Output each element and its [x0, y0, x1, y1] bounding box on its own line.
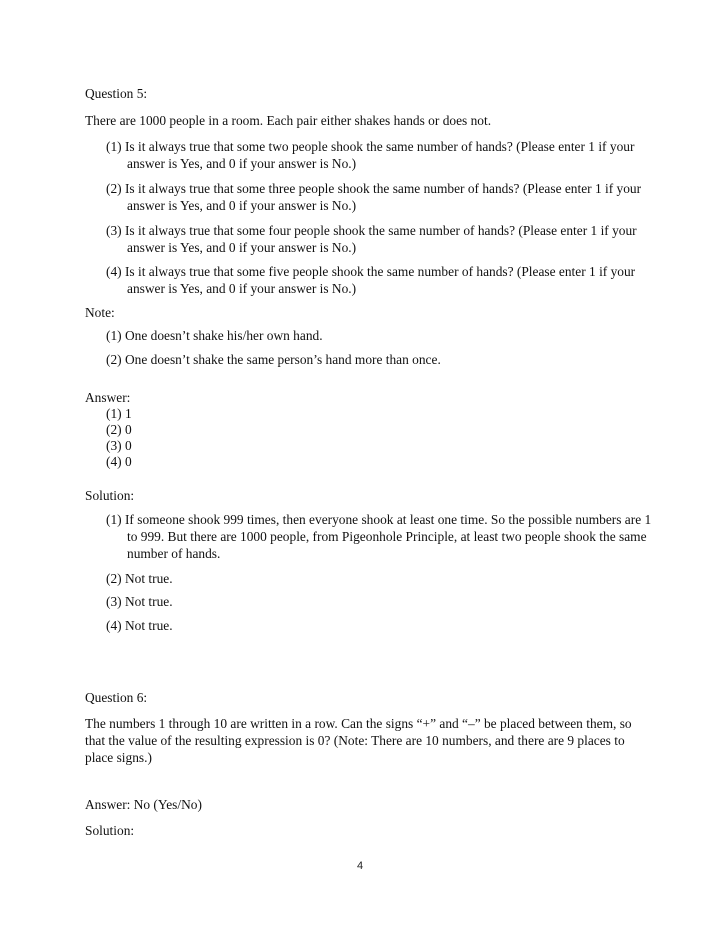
question-5-part-4: (4) Is it always true that some five people shook the same number of hands? (Please enter 1 if your answer is Yes, and 0 if your answer is No.) — [106, 264, 636, 296]
note-heading: Note: — [85, 305, 115, 320]
question-5-part-2: (2) Is it always true that some three people shook the same number of hands? (Please enter 1 if your answer is Yes, and 0 if your answer is No.) — [106, 181, 642, 213]
question-5-part-3: (3) Is it always true that some four people shook the same number of hands? (Please enter 1 if your answer is Yes, and 0 if your answer is No.) — [106, 223, 637, 255]
solution-item-4: (4) Not true. — [106, 618, 173, 633]
note-item-1: (1) One doesn’t shake his/her own hand. — [106, 328, 323, 343]
solution-item-3: (3) Not true. — [106, 594, 173, 609]
note-item-2: (2) One doesn’t shake the same person’s hand more than once. — [106, 352, 441, 367]
question-6-heading: Question 6: — [85, 690, 148, 705]
page-number: 4 — [356, 860, 364, 872]
solution-item-1: (1) If someone shook 999 times, then everyone shook at least one time. So the possible numbers are 1 to 999. But there are 1000 people, from Pigeonhole Principle, at least two people shook the same number of hands. — [106, 512, 652, 561]
answer-item-3: (3) 0 — [106, 438, 132, 453]
question-5-heading: Question 5: — [85, 86, 148, 101]
answer-item-4: (4) 0 — [106, 454, 132, 469]
question-6-body: The numbers 1 through 10 are written in a row. Can the signs “+” and “–” be placed between them, so that the value of the resulting expression is 0? (Note: There are 10 numbers, and there are 9 places to place signs.) — [85, 716, 632, 765]
question-5-part-1: (1) Is it always true that some two people shook the same number of hands? (Please enter 1 if your answer is Yes, and 0 if your answer is No.) — [106, 139, 635, 171]
answer-item-1: (1) 1 — [106, 406, 132, 421]
answer-item-2: (2) 0 — [106, 422, 132, 437]
solution-item-2: (2) Not true. — [106, 571, 173, 586]
question-5-intro: There are 1000 people in a room. Each pair either shakes hands or does not. — [85, 113, 492, 128]
question-6-answer: Answer: No (Yes/No) — [85, 797, 202, 812]
solution-heading: Solution: — [85, 488, 135, 503]
question-6-solution-heading: Solution: — [85, 823, 135, 838]
answer-heading: Answer: — [85, 390, 131, 405]
